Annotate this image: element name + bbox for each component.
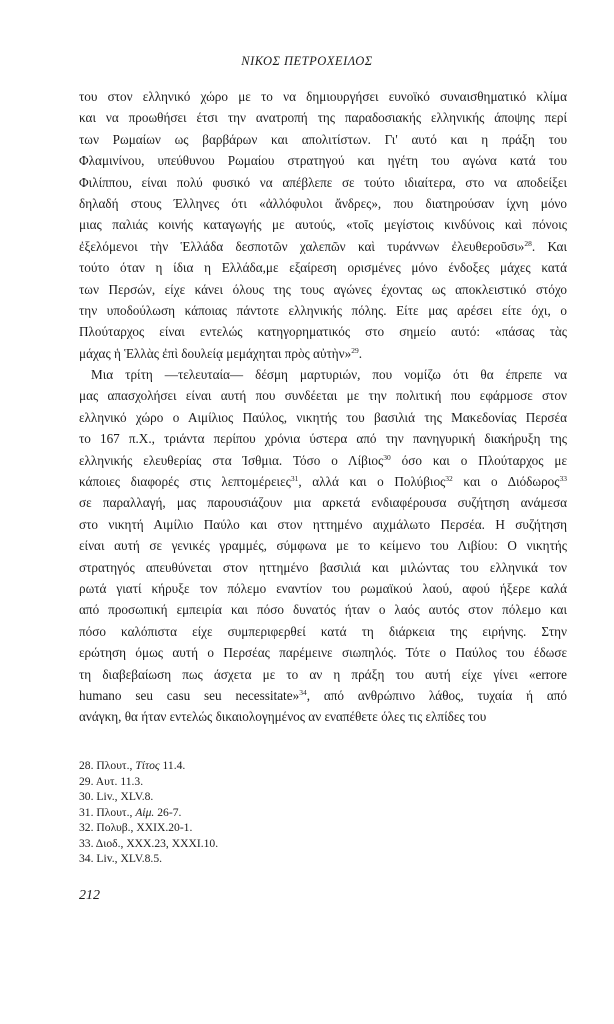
footnote	[79, 774, 379, 790]
text-run: και να προωθήσει έτσι την ανατροπή της παραδοσιακής ελληνικής άποψης περί	[79, 110, 567, 126]
footnote-ref: 26-7.	[157, 805, 182, 819]
footnote-num: 32.	[79, 821, 94, 834]
text-run: δηλαδή στους Έλληνες ότι «ἀλλόφυλοι ἄνδρες», που διατηρούσαν ίχνη μόνο	[79, 195, 567, 211]
footnote-num: 30.	[79, 790, 94, 803]
text-line	[79, 664, 567, 685]
text-run: όσο και ο Πλούταρχος με	[390, 452, 567, 468]
text-line	[79, 492, 567, 513]
text-run: μάχας ἡ Ἑλλὰς ἐπὶ δουλείᾳ μεμάχηται πρὸς αὐτὴν»	[79, 345, 352, 361]
text-line	[79, 214, 567, 235]
text-line	[79, 321, 567, 342]
footnote-pre: Πλουτ.,	[96, 759, 133, 772]
text-line	[79, 279, 567, 300]
text-line	[79, 86, 567, 107]
text-line	[79, 193, 567, 214]
running-header: ΝΙΚΟΣ ΠΕΤΡΟΧΕΙΛΟΣ	[241, 54, 373, 68]
text-line	[79, 685, 567, 706]
text-run: humano seu casu seu necessitate»	[79, 687, 300, 703]
text-line	[79, 364, 567, 385]
footnote-pre: Liv.,	[96, 790, 118, 803]
text-run: ελληνικό χώρο ο Αιμίλιος Παύλος, νικητής του βασιλιά της Μακεδονίας Περσέα	[79, 409, 567, 425]
text-run: από προσωπική εμπειρία και πόσο δυνατός ήταν ο λαός αυτός στον πόλεμο και	[79, 602, 567, 618]
text-line	[79, 172, 567, 193]
text-line	[79, 150, 567, 171]
text-line	[79, 428, 567, 449]
footnotes	[79, 758, 379, 867]
footnote-ref: 31	[290, 474, 299, 484]
text-run: στο νικητή Αιμίλιο Παύλο και στον ηττημένο αιχμάλωτο Περσέα. Η συζήτηση	[79, 516, 567, 532]
footnote-ref: 29	[351, 345, 359, 355]
footnote	[79, 805, 379, 821]
footnote	[79, 851, 379, 867]
footnote	[79, 820, 379, 836]
text-line	[79, 257, 567, 278]
footnote-num: 34.	[79, 852, 94, 865]
footnote-pre: Διοδ.,	[95, 836, 124, 850]
text-run: σε παραλλαγή, μας παρουσιάζουν μια αρκετά ενδιαφέρουσα συζήτηση ανάμεσα	[79, 495, 567, 511]
text-line	[79, 706, 567, 727]
footnote-pre: Πλουτ.,	[96, 805, 133, 819]
text-run: ερώτηση όμως αυτή ο Περσέας παρέμεινε σιωπηλός. Τότε ο Παύλος του έδωσε	[79, 645, 567, 661]
text-run: Μια τρίτη —τελευταία— δέσμη μαρτυριών, που νομίζω ότι θα έπρεπε να	[91, 367, 567, 383]
text-run: Φιλίππου, είναι πολύ φυσικό να απέβλεπε σε τούτο ιδιαίτερα, στο να αποδείξει	[79, 174, 567, 190]
text-line	[79, 343, 567, 364]
text-line	[79, 450, 567, 471]
text-line	[79, 621, 567, 642]
text-run: των Περσών, είχε κάνει όλους της τους αγώνες έχοντας ως αποκλειστικό στόχο	[79, 281, 567, 297]
text-line	[79, 385, 567, 406]
text-run: το 167 π.Χ., τριάντα περίπου χρόνια ύστερα από την πανηγυρική διακήρυξη της	[79, 431, 567, 447]
footnote-ref: 11.3.	[120, 774, 144, 788]
footnote-ref: 33	[559, 474, 567, 484]
text-run: Φλαμινίνου, υπεύθυνου Ρωμαίου στρατηγού και ηγέτη του αγώνα κατά του	[79, 153, 567, 169]
text-run: είναι αυτή σε γενικές γραμμές, σύμφωνα με το κείμενο του Λιβίου: Ο νικητής	[79, 538, 567, 554]
footnote-ref: XLV.8.	[120, 790, 154, 803]
text-run: πόσο καλόπιστα είχε συμπεριφερθεί κατά τη διάρκεια της ειρήνης. Στην	[79, 623, 567, 639]
footnote-pre: Αυτ.	[95, 774, 118, 788]
footnote-it: Αἰμ.	[135, 805, 155, 819]
text-run: ελληνικής ελευθερίας στα Ίσθμια. Τόσο ο Λίβιος	[79, 452, 384, 468]
text-line	[79, 300, 567, 321]
footnote-num: 28.	[79, 759, 94, 772]
footnote	[79, 836, 379, 852]
text-run: , από ανθρώπινο λάθος, τυχαία ή από	[306, 687, 567, 703]
text-run: .	[358, 345, 363, 361]
footnote-pre: Liv.,	[96, 852, 118, 865]
text-line	[79, 236, 567, 257]
footnote-num: 29.	[79, 774, 94, 788]
footnote-ref: 34	[299, 687, 307, 697]
footnote-ref: 30	[383, 452, 391, 462]
text-line	[79, 129, 567, 150]
text-run: στρατηγός απευθύνεται στον ηττημένο βασιλιά και μιλώντας του ελληνικά τον	[79, 559, 567, 575]
text-run: μιας παλιάς κοινής καταγωγής με αυτούς, «τοῖς μεγίστοις κινδύνοις καὶ πόνοις	[79, 217, 567, 233]
text-line	[79, 557, 567, 578]
text-run: ρωτά γιατί κήρυξε τον πόλεμο εναντίον του ρωμαϊκού λαού, αφού ήξερε καλά	[79, 580, 567, 596]
footnote-ref: 11.4.	[162, 759, 186, 772]
text-run: των Ρωμαίων ως βαρβάρων και απολιτίστων. Γι' αυτό και η πράξη του	[79, 131, 567, 147]
footnote-num: 31.	[79, 805, 94, 819]
text-line	[79, 107, 567, 128]
footnote-ref: XXIX.20-1.	[136, 821, 193, 834]
page-number: 212	[79, 888, 100, 903]
text-run: , αλλά και ο Πολύβιος	[298, 474, 446, 490]
text-run: . Και	[531, 238, 567, 254]
footnote	[79, 758, 379, 774]
text-run: και ο Διόδωρος	[452, 474, 560, 490]
text-line	[79, 642, 567, 663]
text-run: του στον ελληνικό χώρο με το να δημιουργήσει ευνοϊκό συναισθηματικό κλίμα	[79, 89, 567, 104]
text-run: ἐξελόμενοι τὴν Ἑλλάδα δεσποτῶν χαλεπῶν καὶ τυράννων ἐλευθεροῦσι»	[79, 238, 525, 254]
text-line	[79, 514, 567, 535]
text-line	[79, 471, 567, 492]
text-run: κάποιες διαφορές στις λεπτομέρειες	[79, 474, 291, 490]
footnote-num: 33.	[79, 836, 94, 850]
text-run: την υποδούλωση κάποιας πάντοτε ελληνικής πόλης. Είτε μας αρέσει είτε όχι, ο	[79, 302, 567, 318]
text-run: μας απασχολήσει είναι αυτή που συνδέεται με την πολιτική που εφάρμοσε στον	[79, 388, 567, 404]
text-run: τη διαβεβαίωση πως άσχετα με το αν η πράξη του αυτή είχε γίνει «errore	[79, 666, 567, 682]
text-line	[79, 535, 567, 556]
footnote	[79, 789, 379, 805]
text-line	[79, 578, 567, 599]
text-run: τούτο όταν η ίδια η Ελλάδα,με εξαίρεση ορισμένες μόνο ένδοξες μάχες κατά	[79, 260, 567, 276]
footnote-ref: 32	[445, 474, 453, 484]
footnote-ref: 28	[524, 238, 532, 248]
text-line	[79, 407, 567, 428]
text-run: Πλούταρχος είναι εντελώς κατηγορηματικός στο σημείο αυτό: «πάσας τὰς	[79, 324, 567, 340]
footnote-ref: XXX.23, XXXI.10.	[126, 836, 219, 850]
footnote-pre: Πολυβ.,	[96, 821, 134, 834]
text-run: ανάγκη, θα ήταν εντελώς δικαιολογημένος αν εναπέθετε όλες τις ελπίδες του	[79, 709, 487, 725]
text-line	[79, 599, 567, 620]
footnote-it: Τίτος	[135, 759, 160, 772]
footnote-ref: XLV.8.5.	[120, 852, 163, 865]
body-text	[79, 86, 567, 728]
